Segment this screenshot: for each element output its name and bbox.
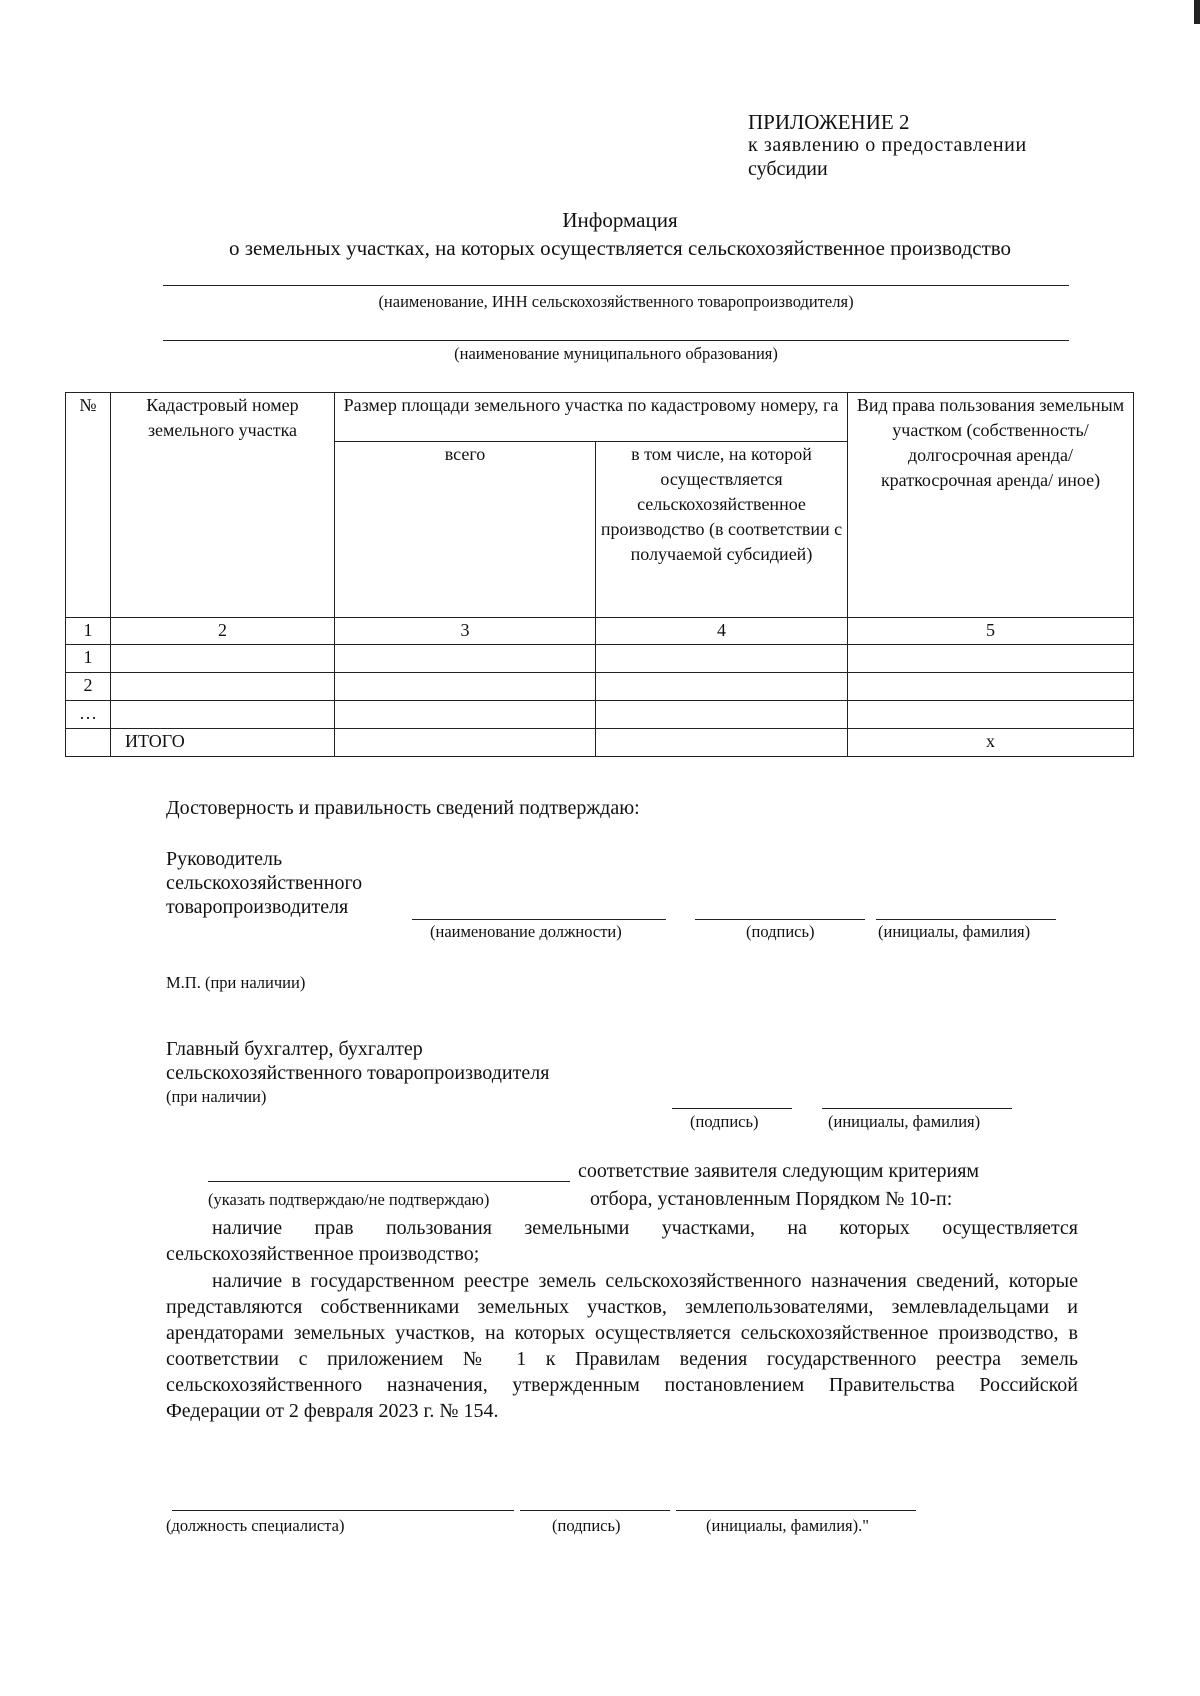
area-total-cell[interactable] bbox=[335, 645, 596, 673]
head-position-line[interactable] bbox=[412, 919, 666, 920]
specialist-position-caption: (должность специалиста) bbox=[166, 1516, 345, 1535]
confirmation-fill-line[interactable] bbox=[208, 1181, 570, 1182]
specialist-initials-line[interactable] bbox=[676, 1510, 916, 1511]
total-row bbox=[66, 729, 1134, 757]
producer-caption: (наименование, ИНН сельскохозяйственного товаропроизводителя) bbox=[378, 292, 854, 311]
column-number: 5 bbox=[848, 618, 1134, 645]
table-header-row bbox=[66, 393, 1134, 442]
head-title-line2: сельскохозяйственного bbox=[166, 872, 363, 894]
head-signature-caption: (подпись) bbox=[746, 922, 815, 941]
header-area-total: всего bbox=[335, 442, 596, 618]
column-number: 3 bbox=[335, 618, 596, 645]
table-row bbox=[66, 645, 1134, 673]
confirmation-hint: (указать подтверждаю/не подтверждаю) bbox=[208, 1190, 490, 1209]
specialist-initials-caption: (инициалы, фамилия)." bbox=[706, 1516, 869, 1535]
header-right-type: Вид права пользования земельным участком (собственность/ долгосрочная аренда/ краткосрочная аренда/ иное) bbox=[848, 393, 1134, 618]
accountant-initials-line[interactable] bbox=[822, 1108, 1012, 1109]
head-initials-caption: (инициалы, фамилия) bbox=[878, 922, 1031, 941]
criteria-paragraph-2: наличие в государственном реестре земель сельскохозяйственного назначения сведений, которые представляются собственниками земельных участков, землепользователями, землевладельцами и арендаторами земельных участков, на которых осуществляется сельскохозяйственное производство, в соответствии с приложением № 1 к Правилам ведения государственного реестра земель сельскохозяйственного назначения, утвержденным постановлением Правительства Российской Федерации от 2 февраля 2023 г. № 154. bbox=[166, 1270, 1078, 1422]
stamp-note: М.П. (при наличии) bbox=[166, 973, 306, 992]
accountant-initials-caption: (инициалы, фамилия) bbox=[828, 1112, 981, 1131]
head-title-line1: Руководитель bbox=[166, 848, 283, 870]
column-number: 2 bbox=[111, 618, 335, 645]
conformity-text: соответствие заявителя следующим критериям bbox=[578, 1160, 980, 1182]
producer-fill-line[interactable] bbox=[163, 285, 1069, 286]
column-number: 4 bbox=[596, 618, 848, 645]
accountant-signature-line[interactable] bbox=[672, 1108, 792, 1109]
head-position-caption: (наименование должности) bbox=[430, 922, 622, 941]
right-type-cell[interactable] bbox=[848, 645, 1134, 673]
accountant-signature-caption: (подпись) bbox=[690, 1112, 759, 1131]
area-including-cell[interactable] bbox=[596, 701, 848, 729]
specialist-signature-line[interactable] bbox=[520, 1510, 670, 1511]
row-number: 2 bbox=[66, 673, 111, 701]
header-area: Размер площади земельного участка по кадастровому номеру, га bbox=[335, 393, 848, 442]
row-number: 1 bbox=[66, 645, 111, 673]
area-total-cell[interactable] bbox=[335, 673, 596, 701]
specialist-signature-caption: (подпись) bbox=[552, 1516, 621, 1535]
cadastral-cell[interactable] bbox=[111, 645, 335, 673]
total-area-cell[interactable] bbox=[335, 729, 596, 757]
head-initials-line[interactable] bbox=[876, 919, 1056, 920]
header-number: № bbox=[66, 393, 111, 618]
total-including-cell[interactable] bbox=[596, 729, 848, 757]
column-numbers-row bbox=[66, 618, 1134, 645]
appendix-to-application: к заявлению о предоставлении bbox=[748, 134, 1027, 156]
document-subtitle: о земельных участках, на которых осуществляется сельскохозяйственное производство bbox=[228, 236, 1012, 260]
area-including-cell[interactable] bbox=[596, 673, 848, 701]
document-title: Информация bbox=[562, 208, 678, 232]
header-area-including: в том числе, на которой осуществляется сельскохозяйственное производство (в соответствии с получаемой субсидией) bbox=[596, 442, 848, 618]
total-number-cell bbox=[66, 729, 111, 757]
right-type-cell[interactable] bbox=[848, 701, 1134, 729]
cadastral-cell[interactable] bbox=[111, 673, 335, 701]
confirmation-text: Достоверность и правильность сведений подтверждаю: bbox=[166, 797, 640, 819]
total-label: ИТОГО bbox=[111, 729, 335, 757]
area-total-cell[interactable] bbox=[335, 701, 596, 729]
right-type-cell[interactable] bbox=[848, 673, 1134, 701]
scan-edge-mark bbox=[1194, 0, 1200, 24]
municipality-caption: (наименование муниципального образования) bbox=[454, 344, 778, 363]
accountant-title-line1: Главный бухгалтер, бухгалтер bbox=[166, 1038, 423, 1060]
total-right-type: х bbox=[848, 729, 1134, 757]
accountant-title-line3: (при наличии) bbox=[166, 1087, 267, 1106]
table-row bbox=[66, 673, 1134, 701]
appendix-title: ПРИЛОЖЕНИЕ 2 bbox=[748, 110, 910, 134]
criteria-paragraph-1: наличие прав пользования земельными участками, на которых осуществляется сельскохозяйственное производство; bbox=[166, 1217, 1078, 1265]
row-number: … bbox=[66, 701, 111, 729]
head-title-line3: товаропроизводителя bbox=[166, 896, 349, 918]
head-signature-line[interactable] bbox=[695, 919, 865, 920]
table-row bbox=[66, 701, 1134, 729]
area-including-cell[interactable] bbox=[596, 645, 848, 673]
selection-criteria-text: отбора, установленным Порядком № 10-п: bbox=[590, 1188, 953, 1210]
accountant-title-line2: сельскохозяйственного товаропроизводителя bbox=[166, 1062, 550, 1084]
municipality-fill-line[interactable] bbox=[163, 340, 1069, 341]
column-number: 1 bbox=[66, 618, 111, 645]
appendix-subsidy: субсидии bbox=[748, 158, 828, 180]
header-cadastral-number: Кадастровый номер земельного участка bbox=[111, 393, 335, 618]
land-plots-table bbox=[65, 392, 1134, 757]
cadastral-cell[interactable] bbox=[111, 701, 335, 729]
specialist-position-line[interactable] bbox=[172, 1510, 514, 1511]
